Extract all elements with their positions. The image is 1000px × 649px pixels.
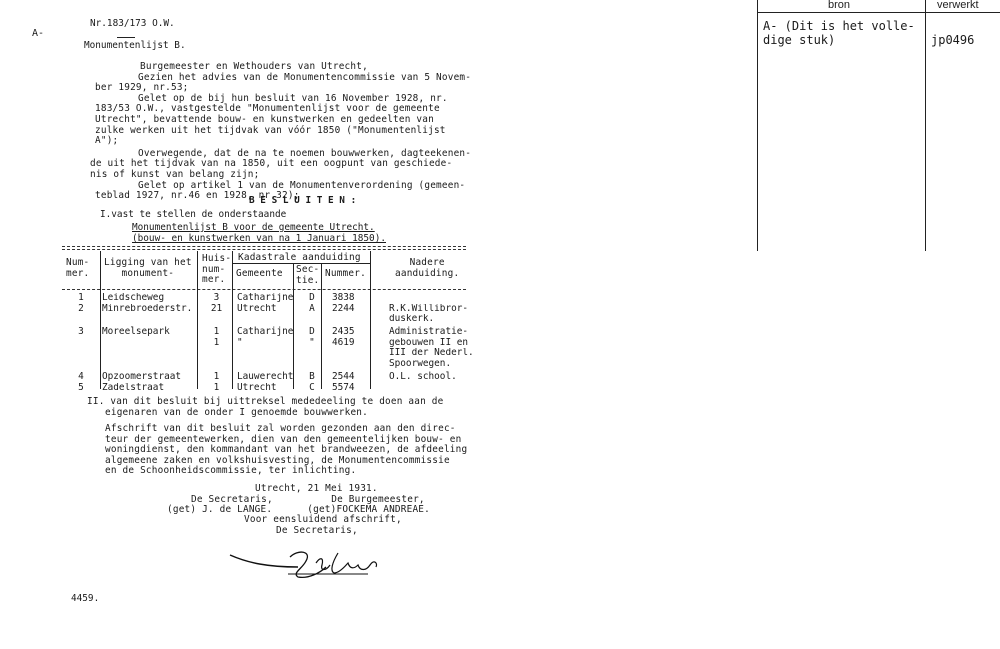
- table-cell-nadere: [381, 383, 485, 394]
- table-cell-nr: 1: [78, 293, 84, 303]
- stub-header-verwerkt: verwerkt: [937, 0, 979, 11]
- table-cell-gemeente: ": [237, 337, 243, 348]
- table-cell-nadere: III der Nederl.: [389, 348, 474, 359]
- table-cell-ligging: Minrebroederstr.: [102, 303, 193, 314]
- table-row: [62, 293, 485, 304]
- preamble-line: Utrecht", bevattende bouw- en kunstwerken en gedeelten van: [95, 113, 434, 125]
- table-body: [62, 293, 485, 393]
- table-cell-nummer: 2244: [332, 303, 355, 314]
- table-cell-nummer: 3838: [332, 293, 355, 303]
- table-cell-huis: 1: [213, 337, 220, 348]
- preamble-line: nis of kunst van belang zijn;: [90, 168, 260, 180]
- closing-secretaris: De Secretaris,: [276, 525, 358, 536]
- table-header-rule: [62, 289, 466, 290]
- table-cell-sectie: [298, 348, 326, 359]
- table-cell-huis: 21: [210, 303, 223, 314]
- header-huisnummer: Huis- num- mer.: [202, 253, 232, 286]
- table-cell-ligging: [100, 348, 199, 359]
- handwritten-signature: [228, 543, 388, 583]
- table-cell-huis: 1: [213, 370, 220, 382]
- table-cell-nr: 3: [78, 326, 84, 338]
- table-row: [62, 359, 485, 370]
- table-cell-sectie: [298, 359, 326, 370]
- margin-marker: A-: [32, 28, 45, 39]
- table-cell-nr: [62, 314, 100, 325]
- stub-bron-line: A- (Dit is het volle-: [763, 19, 915, 33]
- table-cell-sectie: D: [309, 293, 315, 303]
- header-gemeente: Gemeente: [236, 268, 283, 279]
- header-nadere: Nadere aanduiding.: [395, 257, 460, 279]
- table-cell-gemeente: Lauwerecht: [237, 370, 294, 382]
- stub-left-border: [757, 0, 758, 251]
- table-cell-nadere: Administratie-: [389, 326, 469, 338]
- table-cell-huis: [199, 348, 234, 359]
- closing-afschrift: Voor eensluidend afschrift,: [244, 514, 402, 525]
- afschrift-line: teur der gemeentewerken, dien van den gemeentelijken bouw- en: [105, 433, 462, 445]
- table-cell-nr: 2: [78, 303, 84, 314]
- besluiten-heading: B E S L U I T E N :: [249, 195, 357, 206]
- stub-bron-text: [763, 19, 915, 47]
- table-cell-ligging: [100, 314, 199, 325]
- point-two-line: eigenaren van de onder I genoemde bouwwerken.: [105, 406, 368, 418]
- table-cell-ligging: Zadelstraat: [102, 382, 165, 393]
- table-cell-huis: 3: [213, 293, 220, 303]
- table-cell-sectie: D: [309, 326, 315, 338]
- afschrift-line: woningdienst, den kommandant van het brandweezen, de afdeeling: [105, 444, 468, 456]
- table-cell-huis: [199, 359, 234, 370]
- header-kad-nummer: Nummer.: [325, 268, 366, 279]
- list-title: Monumentenlijst B voor de gemeente Utrecht.: [132, 222, 375, 233]
- table-cell-huis: 1: [213, 382, 220, 393]
- afschrift-paragraph: [105, 424, 467, 477]
- table-cell-ligging: [100, 338, 199, 349]
- closing-titles: De Secretaris, De Burgemeester,: [191, 494, 425, 505]
- table-cell-gemeente: [234, 348, 298, 359]
- table-cell-nummer: 4619: [332, 337, 355, 348]
- preamble-line: Burgemeester en Wethouders van Utrecht,: [140, 61, 368, 72]
- table-cell-nr: [62, 338, 100, 349]
- table-top-rule: [62, 246, 466, 247]
- preamble-line: teblad 1927, nr.46 en 1928, nr.32);: [95, 190, 300, 202]
- table-cell-ligging: [100, 359, 199, 370]
- point-one: I.vast te stellen de onderstaande: [100, 209, 287, 220]
- preamble-line: Gelet op artikel 1 van de Monumentenverordening (gemeen-: [138, 179, 466, 191]
- table-cell-nadere: duskerk.: [389, 314, 435, 325]
- ref-underline: [117, 37, 135, 38]
- preamble-line: zulke werken uit het tijdvak van vóór 1850 ("Monumentenlijst: [95, 124, 446, 136]
- closing-signatories: (get) J. de LANGE. (get)FOCKEMA ANDREAE.: [167, 504, 430, 515]
- preamble-line: ber 1929, nr.53;: [95, 82, 189, 94]
- header-kadastrale: Kadastrale aanduiding: [238, 252, 361, 263]
- table-cell-nr: [62, 348, 100, 359]
- table-row: [62, 383, 485, 394]
- stub-verwerkt-text: jp0496: [931, 33, 975, 47]
- table-cell-gemeente: [234, 314, 298, 325]
- table-cell-nummer: [326, 314, 381, 325]
- table-row: [62, 314, 485, 325]
- afschrift-line: en de Schoonheidscommissie, ter inlichting.: [105, 465, 357, 477]
- stub-bron-line: dige stuk): [763, 33, 836, 47]
- table-cell-gemeente: [234, 359, 298, 370]
- afschrift-line: Afschrift van dit besluit zal worden gezonden aan den direc-: [105, 423, 456, 434]
- preamble-line: Gezien het advies van de Monumentencommissie van 5 Novem-: [138, 71, 472, 83]
- preamble-line: Gelet op de bij hun besluit van 16 November 1928, nr.: [138, 92, 448, 104]
- point-two: [87, 397, 444, 418]
- stub-header-bron: bron: [828, 0, 851, 11]
- table-cell-gemeente: Utrecht: [237, 303, 277, 314]
- table-cell-huis: [199, 314, 234, 325]
- table-cell-gemeente: Catharijne: [237, 293, 294, 303]
- table-row: [62, 370, 485, 383]
- table-cell-sectie: B: [309, 370, 315, 382]
- header-sectie: Sec- tie.: [296, 264, 320, 286]
- list-subtitle: (bouw- en kunstwerken van na 1 Januari 1850).: [132, 233, 386, 244]
- table-cell-nadere: O.L. school.: [389, 370, 457, 382]
- table-cell-gemeente: Utrecht: [237, 382, 277, 393]
- table-cell-sectie: C: [309, 382, 315, 393]
- table-cell-nadere: R.K.Willibror-: [389, 303, 469, 314]
- table-cell-nadere: Spoorwegen.: [389, 358, 452, 369]
- closing-date: Utrecht, 21 Mei 1931.: [255, 483, 378, 494]
- header-nummer: Num- mer.: [66, 257, 90, 279]
- table-cell-nummer: [326, 359, 381, 370]
- afschrift-line: algemeene zaken en volkshuisvesting, de Monumentencommissie: [105, 454, 450, 466]
- table-cell-ligging: Opzoomerstraat: [102, 370, 182, 382]
- table-row: [62, 348, 485, 359]
- table-cell-nr: 4: [78, 370, 84, 382]
- preamble-line: 183/53 O.W., vastgestelde "Monumentenlijst voor de gemeente: [95, 103, 440, 115]
- table-cell-gemeente: Catharijne: [237, 326, 294, 338]
- table-row: [62, 325, 485, 338]
- table-cell-sectie: ": [309, 337, 315, 348]
- preamble-line: Overwegende, dat de na te noemen bouwwerken, dagteekenen-: [138, 147, 472, 159]
- header-ligging: Ligging van het monument-: [104, 257, 192, 279]
- document-title: Monumentenlijst B.: [84, 40, 186, 51]
- table-cell-nummer: [326, 348, 381, 359]
- table-cell-nadere: gebouwen II en: [389, 337, 469, 348]
- table-cell-ligging: Moreelsepark: [102, 326, 170, 338]
- table-cell-sectie: [298, 314, 326, 325]
- document-reference: Nr.183/173 O.W.: [90, 18, 175, 29]
- table-row: [62, 304, 485, 315]
- table-cell-sectie: A: [309, 303, 315, 314]
- preamble: [90, 61, 475, 202]
- table-cell-nummer: 2435: [332, 326, 355, 338]
- stub-header-rule: [757, 12, 1000, 13]
- preamble-line: A");: [95, 135, 119, 147]
- table-cell-nr: 5: [78, 382, 84, 393]
- table-top-rule: [62, 249, 466, 250]
- point-two-line: II. van dit besluit bij uittreksel mededeeling te doen aan de: [87, 396, 444, 407]
- table-cell-huis: 1: [213, 326, 220, 338]
- table-cell-nadere: [381, 293, 485, 304]
- table-cell-nummer: 5574: [332, 382, 355, 393]
- table-cell-nummer: 2544: [332, 370, 355, 382]
- table-cell-ligging: Leidscheweg: [102, 293, 165, 303]
- table-cell-nr: [62, 359, 100, 370]
- page-footer-number: 4459.: [71, 593, 100, 604]
- table-row: [62, 338, 485, 349]
- stub-col-divider: [925, 0, 926, 251]
- preamble-line: de uit het tijdvak van na 1850, uit een oogpunt van geschiede-: [90, 158, 453, 170]
